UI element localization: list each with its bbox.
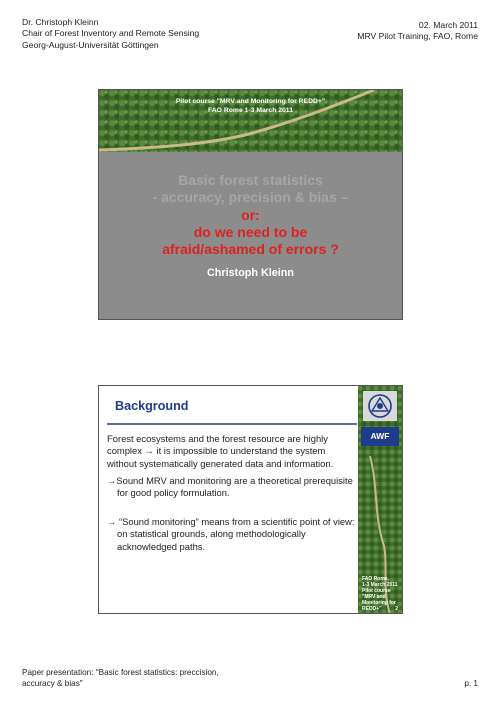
side-note-line: FAO Rome, — [362, 576, 389, 582]
slide-heading: Background — [115, 399, 189, 413]
university-seal-icon — [363, 391, 397, 421]
red-title-line-3: afraid/ashamed of errors ? — [162, 241, 339, 257]
header-university: Georg-August-Universität Göttingen — [22, 39, 159, 50]
page-header-left — [22, 17, 199, 51]
side-forest-strip — [358, 386, 402, 614]
slide-title-line-1: Basic forest statistics — [178, 172, 323, 188]
course-date: FAO Rome 1-3 March 2011 — [208, 107, 293, 114]
slide-1-title — [98, 89, 403, 320]
page-header-right — [357, 20, 478, 43]
slide-2-background — [98, 385, 403, 614]
red-title-line-2: do we need to be — [193, 224, 308, 240]
aerial-forest-photo — [99, 90, 402, 152]
awf-logo: AWF — [361, 427, 399, 446]
slide-number: 2 — [395, 606, 398, 612]
side-note-line: 1-3 March 2011 — [362, 582, 398, 588]
header-author: Dr. Christoph Kleinn — [22, 17, 99, 27]
slide-title-line-2: - accuracy, precision & bias – — [152, 189, 349, 205]
footer-line-1: Paper presentation: "Basic forest statistics: preccision, — [22, 668, 219, 677]
slide-author: Christoph Kleinn — [207, 267, 294, 279]
side-note-line: Monitoring for — [362, 600, 396, 606]
side-note-line: Pilot course — [362, 588, 391, 594]
paragraph-1: Forest ecosystems and the forest resource are highly complex → it is impossible to understand the system without systematically generated data and information. — [107, 433, 334, 469]
course-name: Pilot course "MRV and Monitoring for REDD+" — [175, 98, 326, 105]
paragraph-3: → “Sound monitoring” means from a scientific point of view: on statistical grounds, along methodologically acknowledged paths. — [107, 516, 355, 552]
side-note-line — [362, 606, 401, 612]
red-title-line-1: or: — [241, 207, 260, 223]
page-footer-left — [22, 668, 219, 690]
header-event: MRV Pilot Training, FAO, Rome — [357, 31, 478, 42]
header-date: 02. March 2011 — [418, 20, 478, 30]
side-note-line: "MRV and — [362, 594, 386, 600]
side-note-text: REDD+" — [362, 606, 382, 612]
side-note — [362, 576, 401, 612]
footer-line-2: accuracy & bias" — [22, 678, 83, 688]
header-chair: Chair of Forest Inventory and Remote Sensing — [22, 28, 200, 39]
paragraph-2: →Sound MRV and monitoring are a theoretical prerequisite for good policy formulation. — [107, 475, 353, 499]
page-number: p. 1 — [464, 679, 478, 688]
heading-divider — [107, 423, 357, 425]
